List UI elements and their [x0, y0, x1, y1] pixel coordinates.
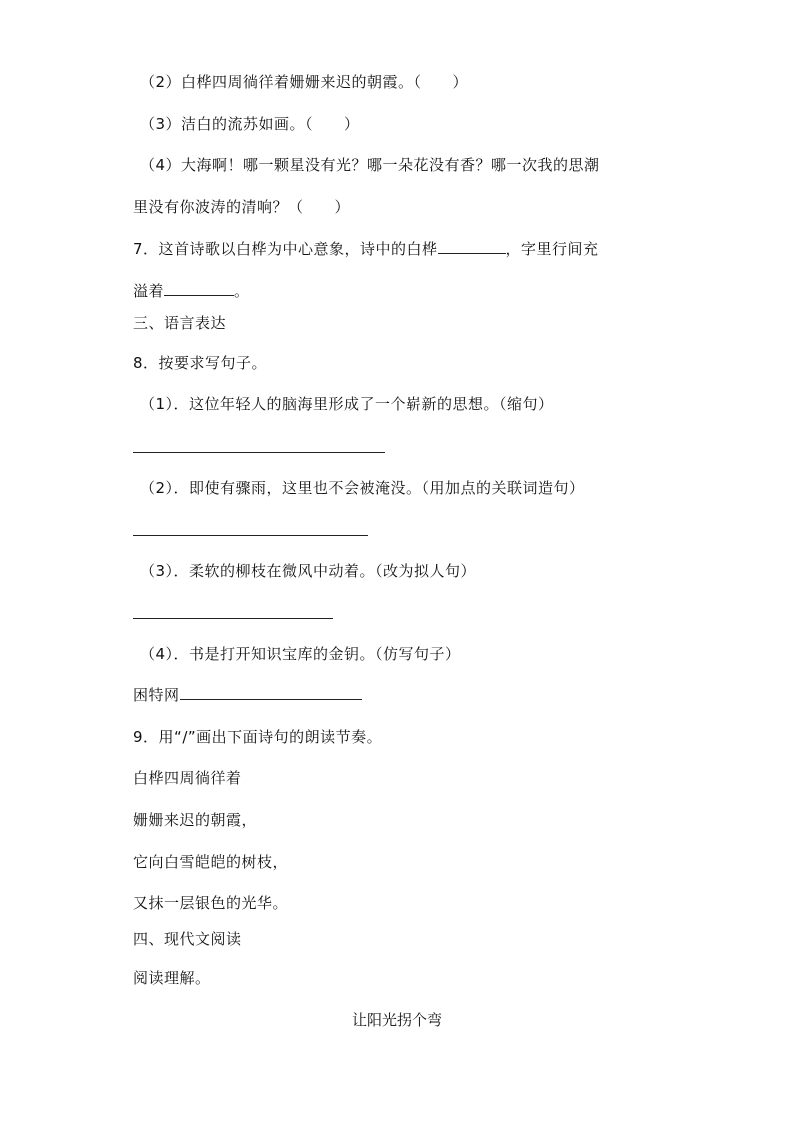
poem-line-1: 白桦四周徜徉着	[133, 769, 242, 787]
article-title: 让阳光拐个弯	[351, 1011, 442, 1029]
question-6-item-3: （3）洁白的流苏如画。（ ）	[140, 115, 360, 133]
question-8-item-3: （3）．柔软的柳枝在微风中动着。（改为拟人句）	[140, 562, 477, 580]
question-7-line-2	[133, 281, 250, 301]
question-7-text-4: 。	[234, 282, 250, 300]
reading-instruction: 阅读理解。	[133, 969, 211, 987]
question-7-text-3: 溢着	[133, 282, 165, 300]
section-4-heading: 四、现代文阅读	[133, 930, 242, 948]
question-7-line-1	[133, 239, 599, 259]
question-6-item-4-line-2: 里没有你波涛的清响？（ ）	[133, 198, 351, 216]
question-8-answer-line-1[interactable]	[133, 452, 385, 453]
question-7-blank-1[interactable]	[438, 239, 506, 254]
question-9-heading: 9．用“/”画出下面诗句的朗读节奏。	[133, 728, 383, 746]
poem-line-3: 它向白雪皑皑的树枝，	[133, 853, 289, 871]
question-7-text-2: ，字里行间充	[505, 240, 599, 258]
section-3-heading: 三、语言表达	[133, 314, 227, 332]
question-8-item-2: （2）．即使有骤雨，这里也不会被淹没。（用加点的关联词造句）	[140, 479, 585, 497]
question-8-answer-line-4[interactable]	[180, 685, 362, 700]
question-8-answer-line-2[interactable]	[133, 535, 368, 536]
question-8-item-4-prefix: 困特网	[133, 686, 180, 704]
question-7-text-1: 7．这首诗歌以白桦为中心意象，诗中的白桦	[133, 240, 438, 258]
question-6-item-2: （2）白桦四周徜徉着姗姗来迟的朝霞。（ ）	[140, 73, 469, 91]
question-7-blank-2[interactable]	[164, 281, 234, 296]
question-8-heading: 8．按要求写句子。	[133, 354, 268, 372]
poem-line-2: 姗姗来迟的朝霞，	[133, 811, 258, 829]
question-6-item-4-line-1: （4）大海啊！哪一颗星没有光？哪一朵花没有香？哪一次我的思潮	[140, 156, 600, 174]
question-8-item-4: （4）．书是打开知识宝库的金钥。（仿写句子）	[140, 645, 461, 663]
question-8-answer-line-3[interactable]	[133, 618, 333, 619]
poem-line-4: 又抹一层银色的光华。	[133, 894, 289, 912]
question-8-item-4-answer	[133, 685, 362, 705]
question-8-item-1: （1）．这位年轻人的脑海里形成了一个崭新的思想。（缩句）	[140, 395, 554, 413]
